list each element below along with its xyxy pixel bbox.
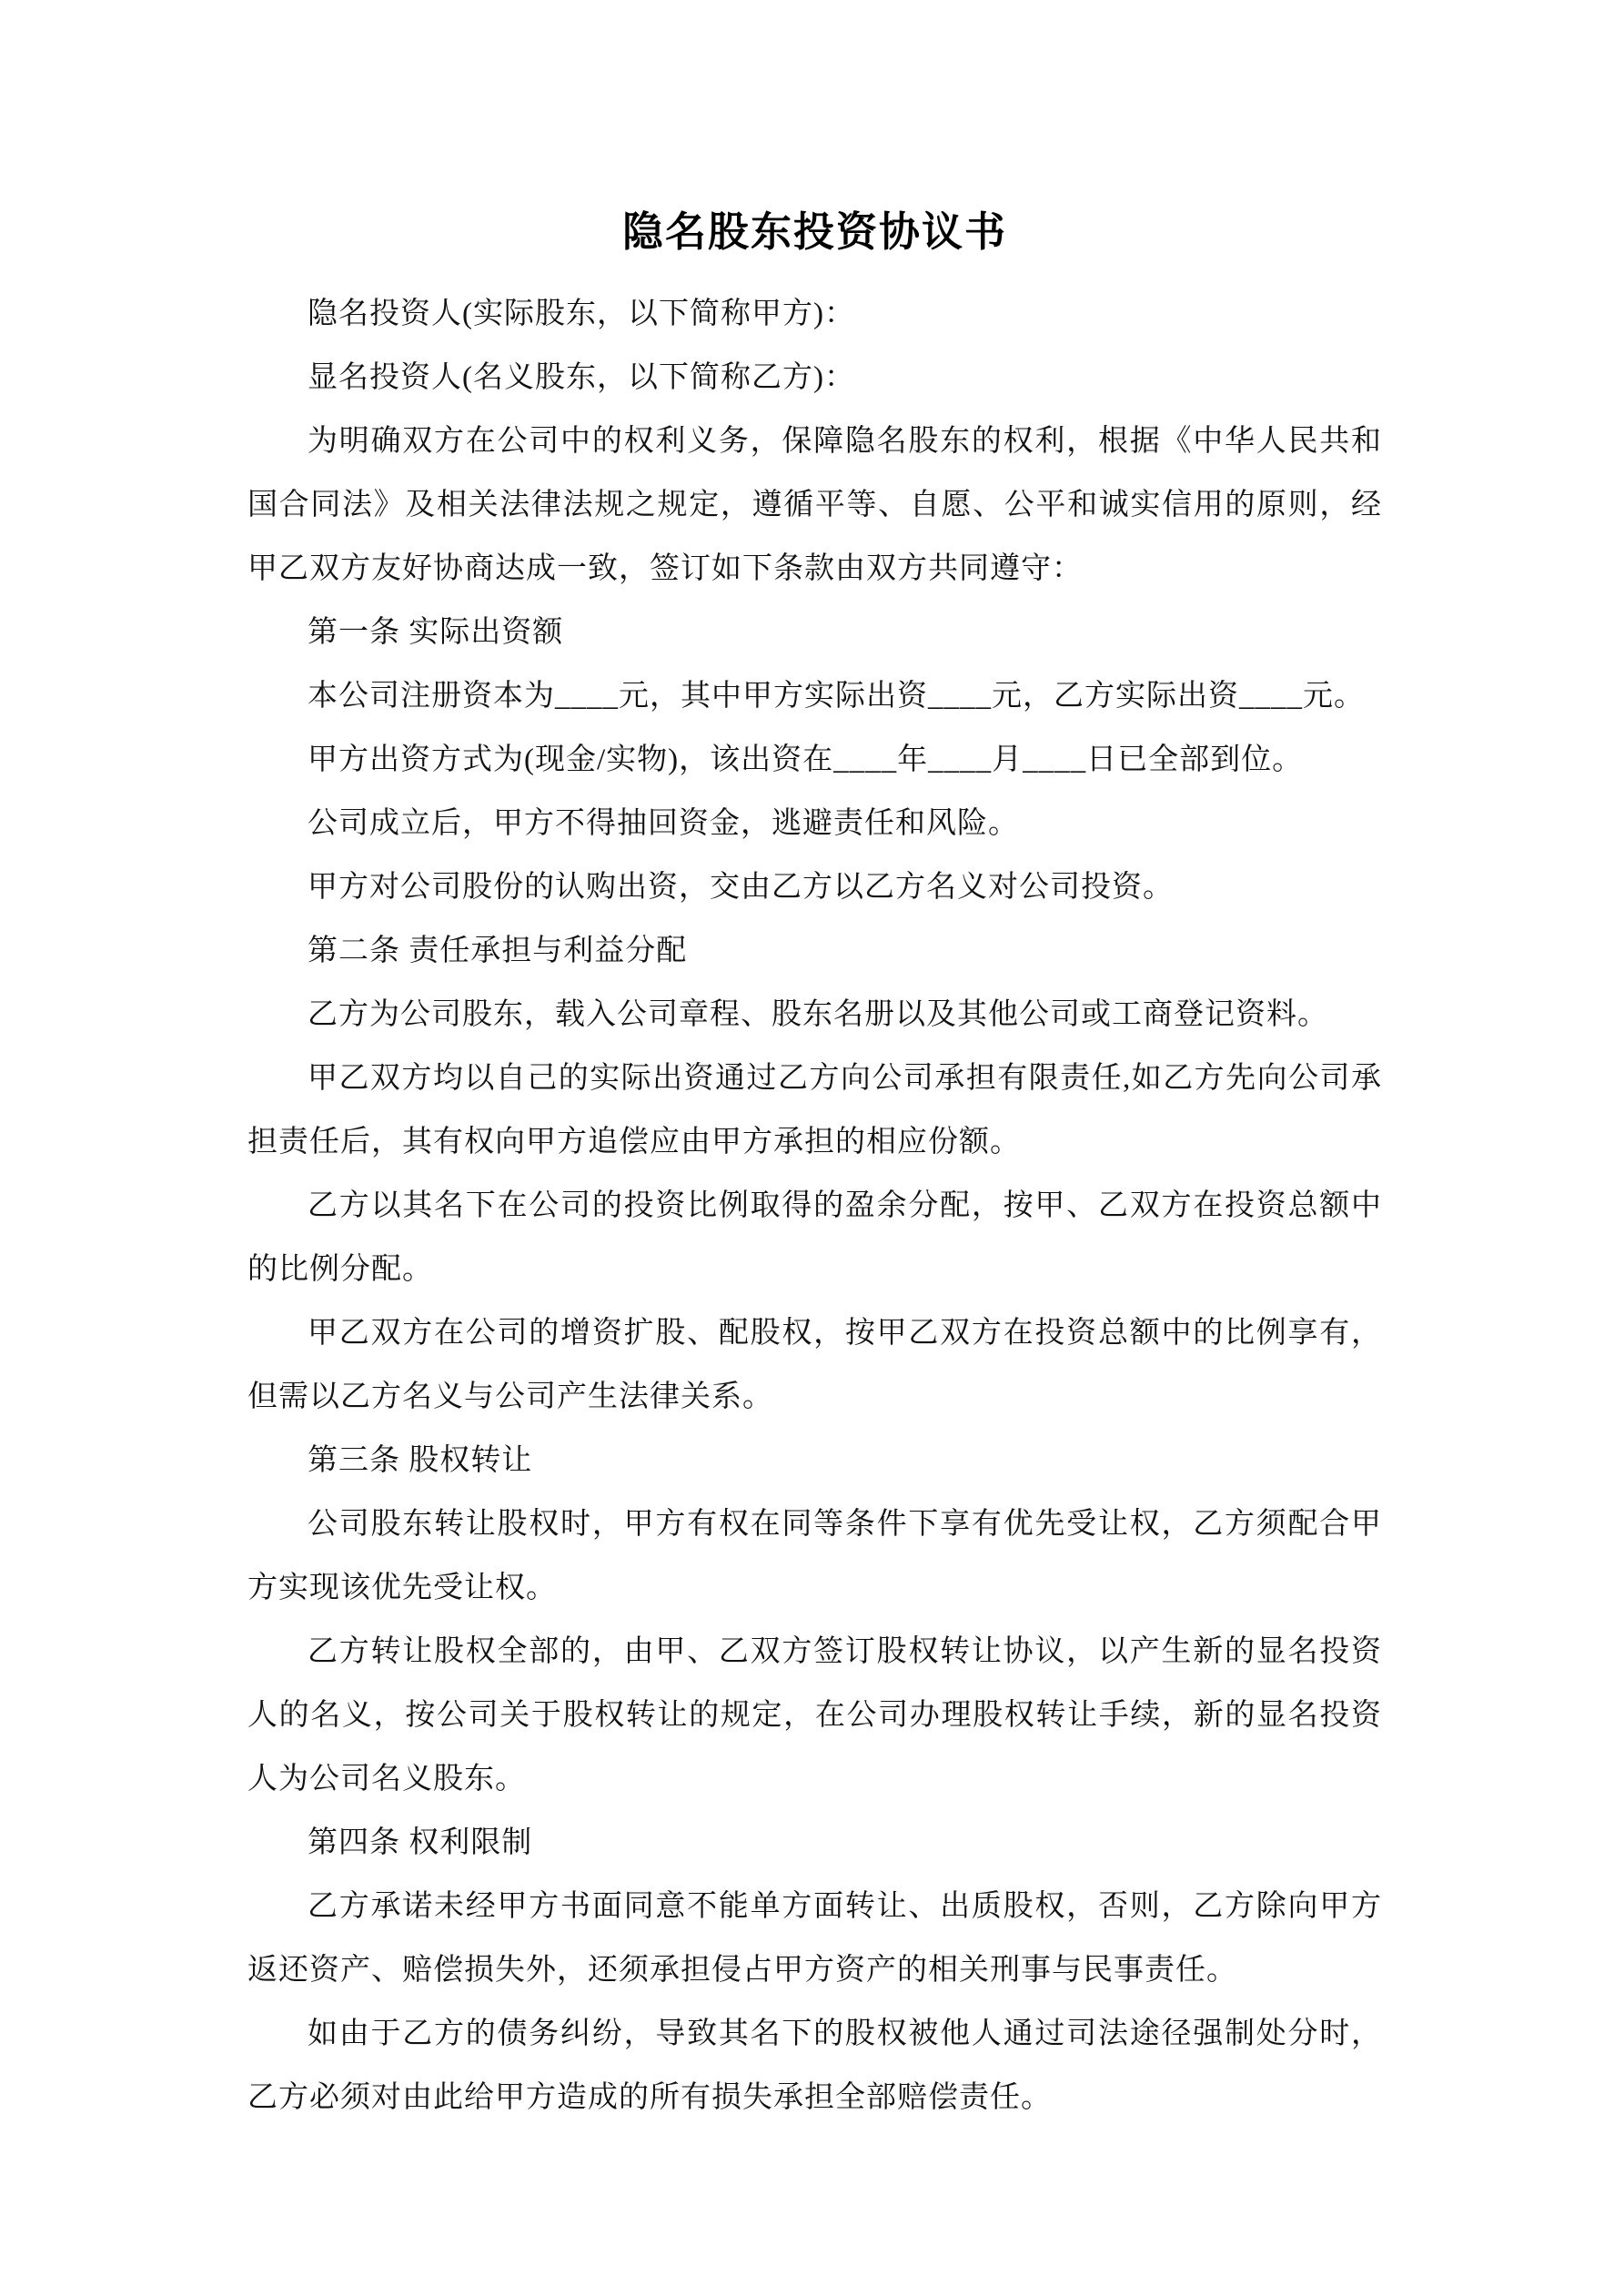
- clause-heading: 第二条 责任承担与利益分配: [308, 935, 688, 967]
- clause-heading: 第一条 实际出资额: [308, 616, 564, 649]
- paragraph: 甲乙双方均以自己的实际出资通过乙方向公司承担有限责任,如乙方先向公司承担责任后，其有权向甲方追偿应由甲方承担的相应份额。: [247, 1062, 1382, 1158]
- paragraph: 甲方出资方式为(现金/实物)，该出资在____年____月____日已全部到位。: [308, 743, 1304, 776]
- paragraph: 乙方为公司股东，载入公司章程、股东名册以及其他公司或工商登记资料。: [308, 998, 1328, 1031]
- paragraph: 乙方以其名下在公司的投资比例取得的盈余分配，按甲、乙双方在投资总额中的比例分配。: [247, 1189, 1382, 1286]
- clause-heading: 第三条 股权转让: [308, 1444, 533, 1477]
- paragraph: 如由于乙方的债务纠纷，导致其名下的股权被他人通过司法途径强制处分时，乙方必须对由此给甲方造成的所有损失承担全部赔偿责任。: [247, 2018, 1382, 2114]
- paragraph: 乙方承诺未经甲方书面同意不能单方面转让、出质股权，否则，乙方除向甲方返还资产、赔偿损失外，还须承担侵占甲方资产的相关刑事与民事责任。: [247, 1890, 1382, 1987]
- paragraph: 甲乙双方在公司的增资扩股、配股权，按甲乙双方在投资总额中的比例享有，但需以乙方名义与公司产生法律关系。: [247, 1317, 1382, 1413]
- clause-heading: 第四条 权利限制: [308, 1826, 533, 1859]
- document-title: 隐名股东投资协议书: [621, 209, 1007, 255]
- paragraph: 公司股东转让股权时，甲方有权在同等条件下享有优先受让权，乙方须配合甲方实现该优先受让权。: [247, 1508, 1382, 1604]
- document-body: [247, 282, 1382, 2129]
- paragraph: 为明确双方在公司中的权利义务，保障隐名股东的权利，根据《中华人民共和国合同法》及相关法律法规之规定，遵循平等、自愿、公平和诚实信用的原则，经甲乙双方友好协商达成一致，签订如下条款由双方共同遵守：: [247, 425, 1382, 585]
- paragraph: 本公司注册资本为____元，其中甲方实际出资____元，乙方实际出资____元。: [308, 680, 1365, 713]
- paragraph: 公司成立后，甲方不得抽回资金，逃避责任和风险。: [308, 807, 1019, 840]
- paragraph: 甲方对公司股份的认购出资，交由乙方以乙方名义对公司投资。: [308, 871, 1174, 904]
- paragraph: 乙方转让股权全部的，由甲、乙双方签订股权转让协议，以产生新的显名投资人的名义，按公司关于股权转让的规定，在公司办理股权转让手续，新的显名投资人为公司名义股东。: [247, 1635, 1382, 1795]
- party-line: 显名投资人(名义股东，以下简称乙方)：: [308, 361, 855, 394]
- party-line: 隐名投资人(实际股东，以下简称甲方)：: [308, 298, 855, 330]
